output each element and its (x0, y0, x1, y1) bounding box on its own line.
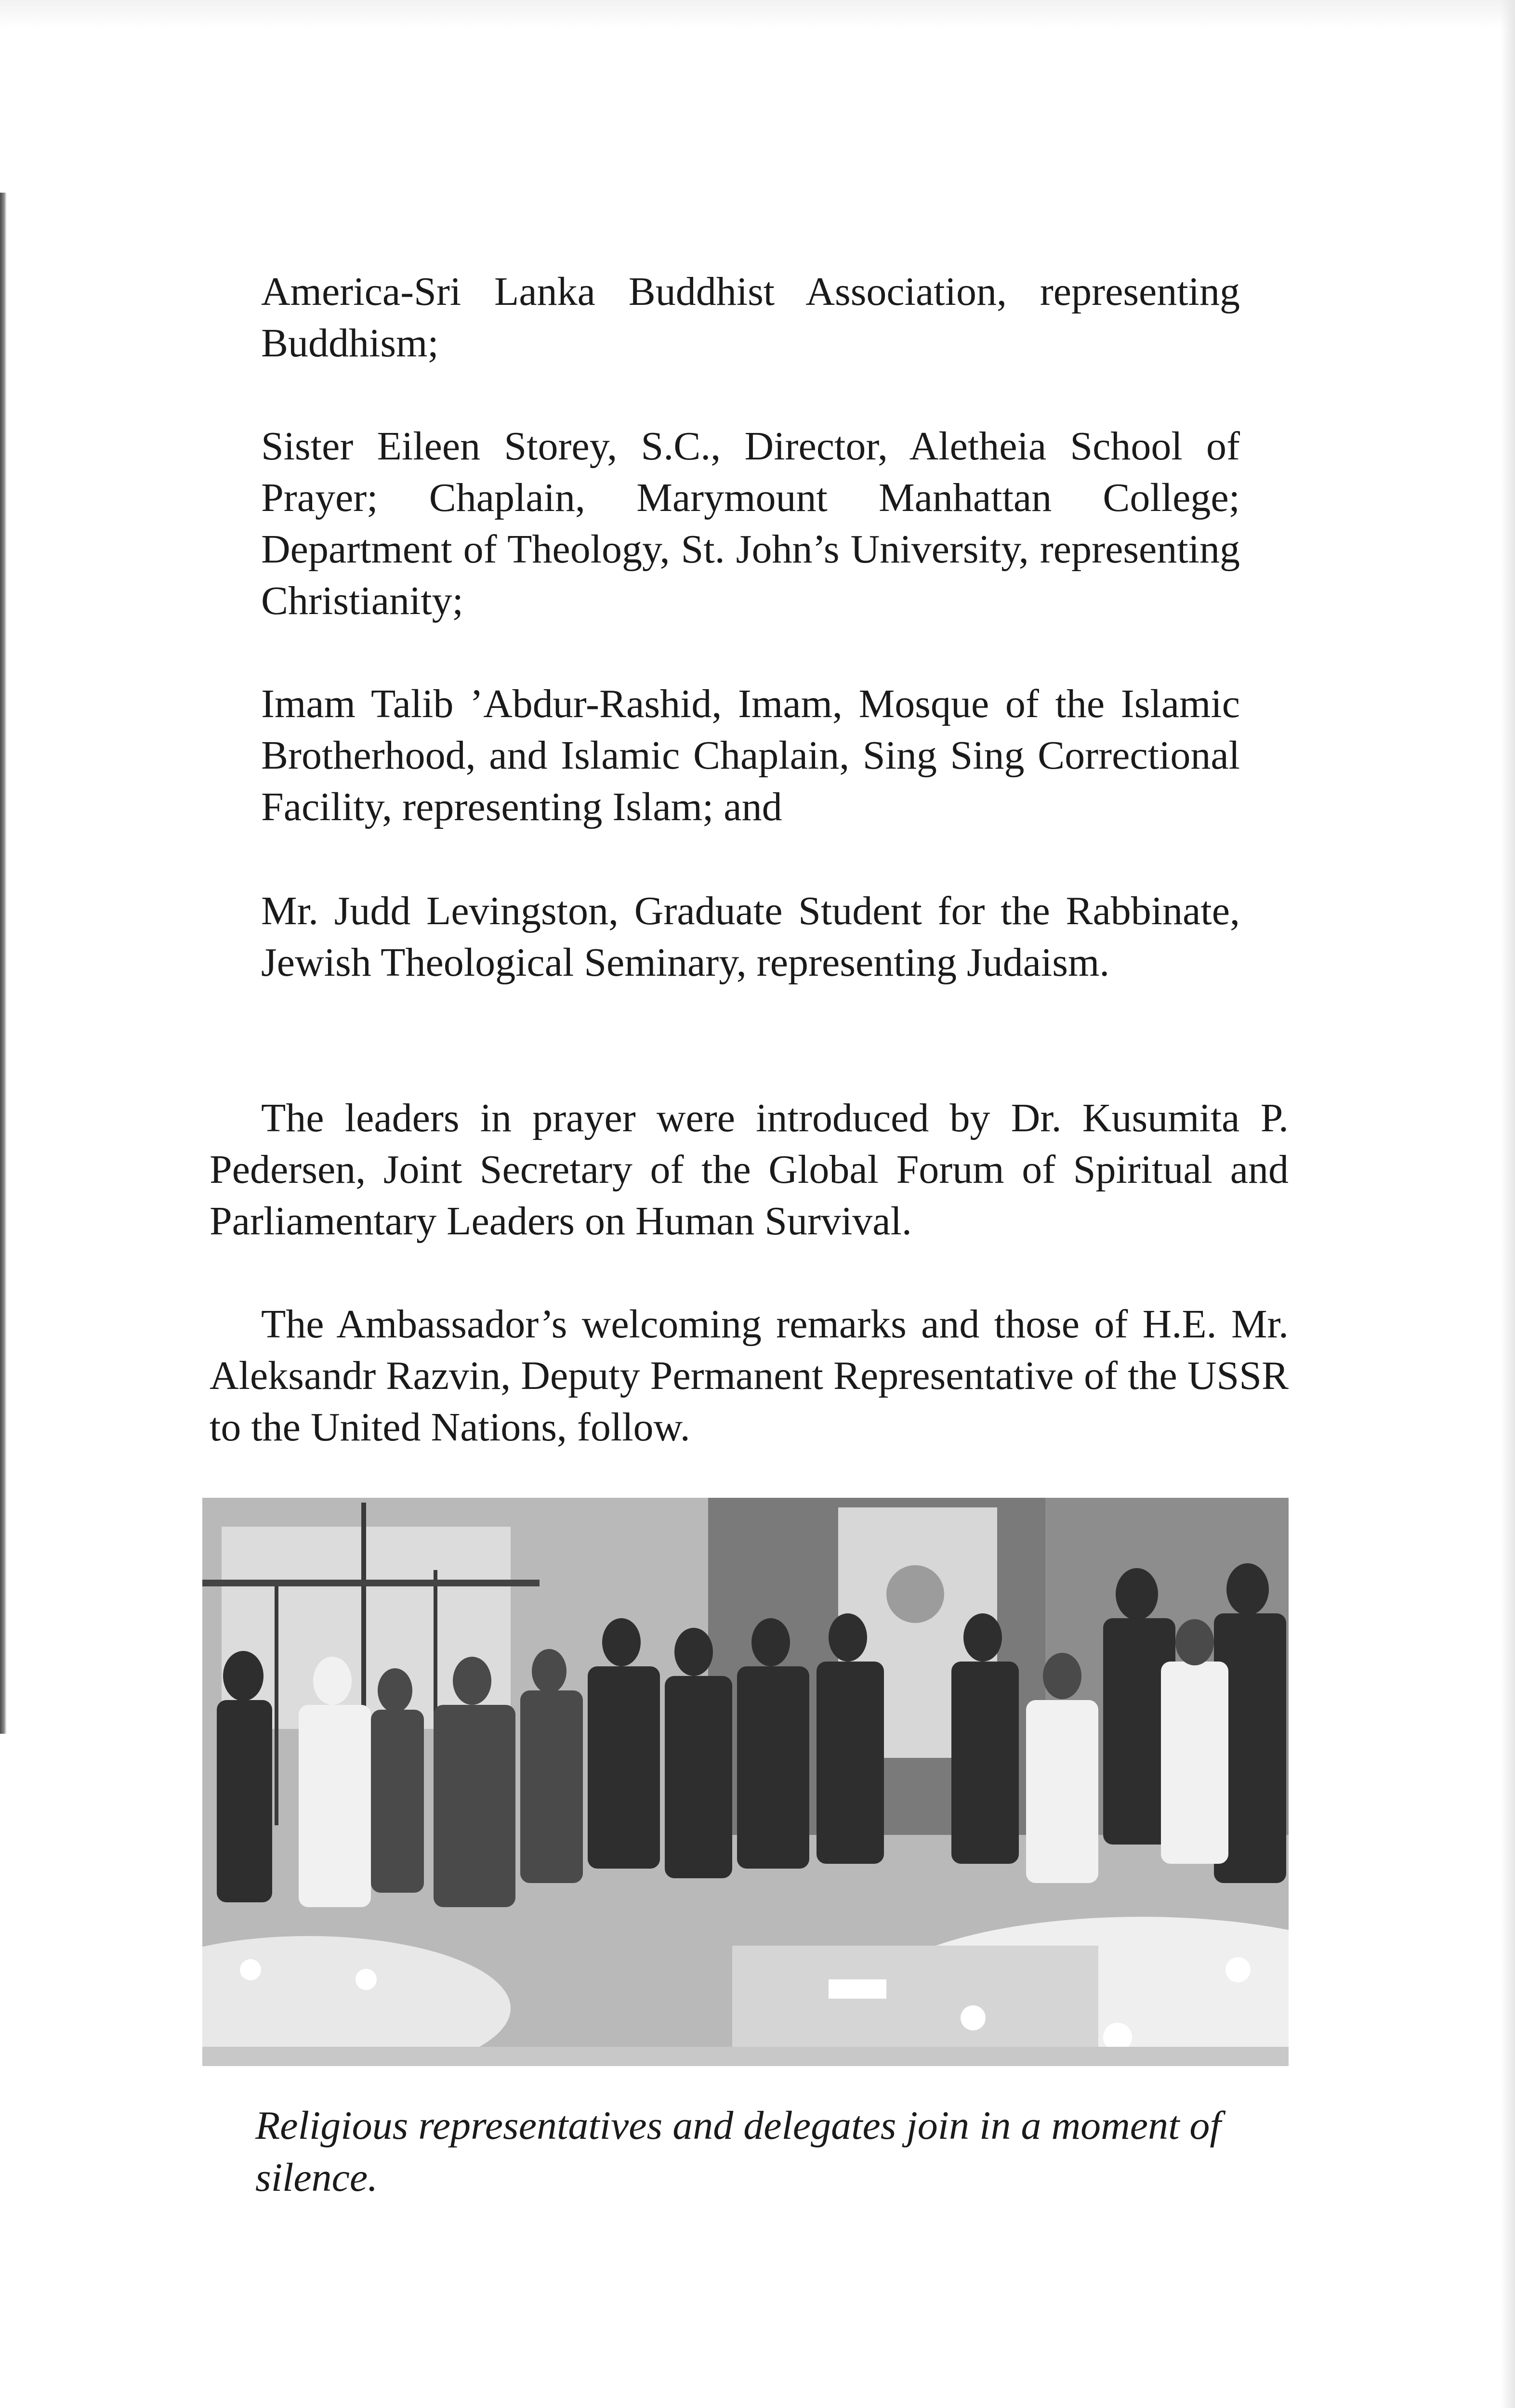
paragraph-introduction: The leaders in prayer were introduced by Dr. Kusumita P. Pedersen, Joint Secretary of the Global Forum of Spiritual and Parliamentary Leaders on Human Survival. (210, 1096, 1289, 1243)
paragraph-judaism: Mr. Judd Levingston, Graduate Student for the Rabbinate, Jewish Theological Seminary, representing Judaism. (261, 889, 1240, 985)
paragraph-christianity: Sister Eileen Storey, S.C., Director, Aletheia School of Prayer; Chaplain, Marymount Manhattan College; Department of Theology, St. John’s University, representing Christianity; (261, 424, 1240, 623)
paragraph-buddhism: America-Sri Lanka Buddhist Association, representing Buddhism; (261, 269, 1240, 366)
scan-top-edge (0, 0, 1515, 29)
photo-caption: Religious representatives and delegates join in a moment of silence. (255, 2103, 1221, 2200)
group-photo (202, 1498, 1289, 2066)
paragraph-remarks: The Ambassador’s welcoming remarks and those of H.E. Mr. Aleksandr Razvin, Deputy Permanent Representative of the USSR to the United Nations, follow. (210, 1302, 1289, 1450)
paragraph-islam: Imam Talib ’Abdur-Rashid, Imam, Mosque of the Islamic Brotherhood, and Islamic Chaplain, Sing Sing Correctional Facility, representing Islam; and (261, 681, 1240, 829)
scan-left-edge (0, 193, 7, 1734)
scan-right-edge (1501, 0, 1515, 2408)
